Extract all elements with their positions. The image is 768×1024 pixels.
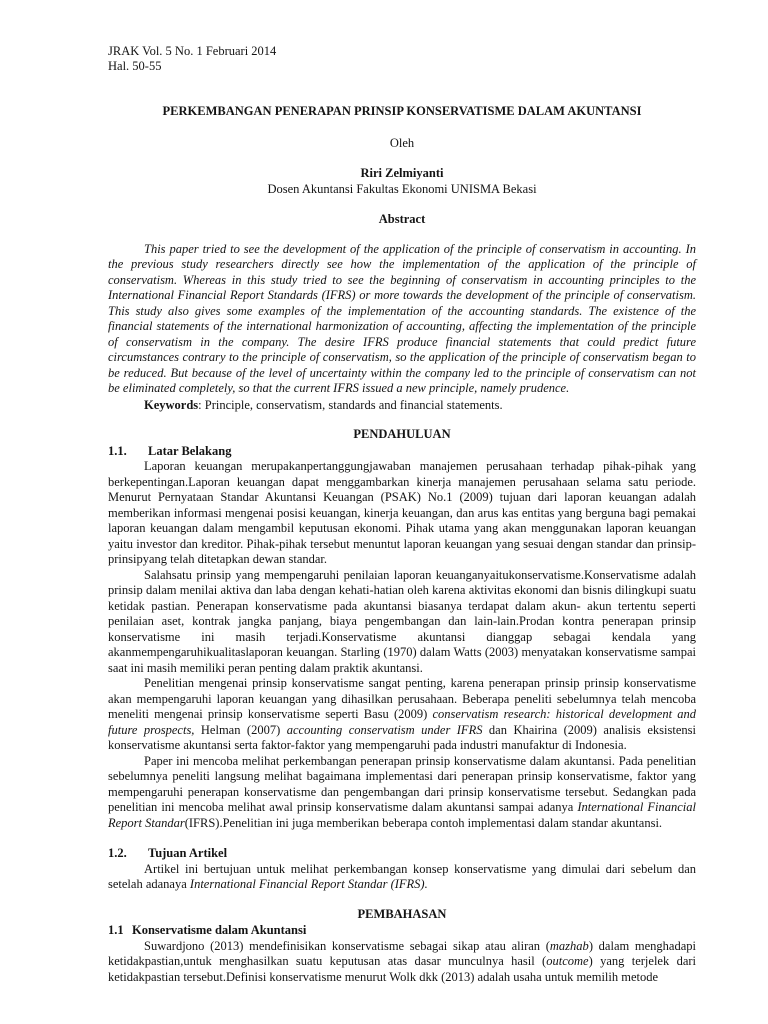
section-heading-pendahuluan: PENDAHULUAN bbox=[353, 427, 451, 441]
subsection-number: 1.1. bbox=[108, 443, 127, 458]
author-affiliation: Dosen Akuntansi Fakultas Ekonomi UNISMA Bekasi bbox=[267, 181, 537, 196]
subsection-title: Tujuan Artikel bbox=[148, 846, 228, 860]
text-run: ) dalam menghadapi ketidakpastian,untuk menghasilkan suatu keputusan atas dasar munculnya hasil ( bbox=[108, 938, 697, 968]
subsection-title: Latar Belakang bbox=[148, 443, 232, 458]
page-range: Hal. 50-55 bbox=[108, 59, 162, 73]
paragraph bbox=[108, 939, 696, 986]
subsection-number: 1.2. bbox=[108, 846, 127, 860]
paragraph bbox=[108, 754, 696, 832]
journal-header bbox=[108, 44, 276, 74]
italic-term: International Financial Report Standar (IFRS). bbox=[189, 877, 428, 891]
abstract-text: This paper tried to see the development of the application of the principle of conservatism in accounting. In the previous study researchers directly see how the implementation of the application of the principle of conservatism. Whereas in this study tried to see the beginning of conservatism in accounting principles to the International Financial Report Standards (IFRS) or more towards the development of the principle of conservatism. This study also gives some examples of the implementation of the accounting standards. The existence of the financial statements of the international harmonization of accounting, affecting the implementation of the principle of conservatism in the company. The desire IFRS produce financial statements that could predict future circumstances contrary to the principle of conservatism, so the application of the principle of conservatism began to be reduced. But because of the level of uncertainty within the company led to the principle of conservatism can not be eliminated completely, so that the current IFRS issued a new principle, namely prudence. bbox=[108, 241, 696, 395]
text-run: Paper ini mencoba melihat perkembangan penerapan prinsip konservatisme dalam akuntansi. Pada penelitian sebelumnya peneliti langsung melihat bagaimana implementasi dari penerapan prinsip konservatisme, faktor yang mempengaruhi penerapan konservatisme dan pengembangan dari prinsip konservatisme tersebut. Sedangkan pada penelitian ini mencoba melihat awal prinsip konservatisme dalam akuntansi sampai adanya bbox=[108, 753, 696, 814]
paragraph bbox=[108, 676, 696, 754]
journal-info: JRAK Vol. 5 No. 1 Februari 2014 bbox=[108, 44, 277, 58]
section-heading-pembahasan: PEMBAHASAN bbox=[357, 906, 447, 921]
paragraph: Salahsatu prinsip yang mempengaruhi penilaian laporan keuanganyaitukonservatisme.Konservatisme adalah prinsip dalam menilai aktiva dan laba dengan kehati-hatian oleh karena aktivitas ekonomi dan bisnis dilingkupi suatu ketidak pastian. Penerapan konservatisme pada akuntansi biasanya terdapat dalam akun- akun tertentu seperti penilaian aset, kontrak jangka panjang, biaya pengembangan dan lain-lain.Prodan kontra penerapan prinsip konservatisme ini masih terjadi.Konservatisme akuntansi dianggap sebagai kendala yang akanmempengaruhikualitaslaporan keuangan. Starling (1970) dalam Watts (2003) menyatakan konservatisme sampai saat ini masih memiliki peran penting dalam praktik akuntansi. bbox=[108, 567, 696, 675]
by-line: Oleh bbox=[389, 135, 415, 150]
keywords-label: Keywords bbox=[144, 397, 199, 412]
italic-title: conservatism research: historical development and future prospects, bbox=[108, 707, 696, 737]
paragraph bbox=[108, 862, 696, 893]
keywords-line bbox=[108, 398, 696, 414]
subsection-heading-tujuan-artikel bbox=[108, 846, 696, 862]
text-run: Penelitian mengenai prinsip konservatisme sangat penting, karena penerapan prinsip prinsip konservatisme akan mempengaruhi laporan keuangan yang dihasilkan perusahaan. Beberapa peneliti sebelumnya telah mencoba meneliti mengenai prinsip konservatisme seperti Basu (2009) bbox=[108, 676, 696, 721]
author-name: Riri Zelmiyanti bbox=[360, 166, 444, 180]
paragraph: Laporan keuangan merupakanpertanggungjawaban manajemen perusahaan terhadap pihak-pihak yang berkepentingan.Laporan keuangan dapat menggambarkan kinerja manajemen perusahaan selama satu periode. Menurut Pernyataan Standar Akuntansi Keuangan (PSAK) No.1 (2009) tujuan dari laporan keuangan adalah memberikan informasi mengenai posisi keuangan, kinerja keuangan, dan arus kas entitas yang berguna bagi pemakai laporan keuangan dalam mengambil keputusan ekonomi. Pihak utama yang akan menggunakan laporan keuangan yaitu investor dan kreditor. Pihak-pihak tersebut menuntut laporan keuangan yang sesuai dengan standar dan prinsip-prinsipyang telah ditetapkan dewan standar. bbox=[108, 459, 696, 566]
text-run: Helman (2007) bbox=[194, 722, 287, 737]
text-run: Suwardjono (2013) mendefinisikan konservatisme sebagai sikap atau aliran ( bbox=[144, 938, 550, 953]
abstract-heading: Abstract bbox=[378, 212, 426, 226]
subsection-title: Konservatisme dalam Akuntansi bbox=[132, 923, 307, 937]
italic-term: International Financial Report Standar bbox=[108, 800, 696, 830]
italic-term: mazhab bbox=[549, 938, 589, 953]
text-run: ) yang terjelek dari ketidakpastian tersebut.Definisi konservatisme menurut Wolk dkk (2013) adalah usaha untuk memilih metode bbox=[108, 954, 696, 984]
paper-title: PERKEMBANGAN PENERAPAN PRINSIP KONSERVATISME DALAM AKUNTANSI bbox=[162, 104, 642, 118]
text-run: (IFRS).Penelitian ini juga memberikan beberapa contoh implementasi dalam standar akuntansi. bbox=[184, 815, 663, 830]
subsection-heading-latar-belakang bbox=[108, 444, 696, 460]
text-run: Artikel ini bertujuan untuk melihat perkembangan konsep konservatisme yang dimulai dari sebelum dan setelah adanaya bbox=[108, 861, 696, 891]
keywords-list: : Principle, conservatism, standards and financial statements. bbox=[198, 397, 503, 412]
subsection-number: 1.1 bbox=[108, 923, 124, 937]
italic-term: outcome bbox=[546, 954, 589, 968]
italic-title: accounting conservatism under IFRS bbox=[286, 722, 483, 737]
subsection-heading-konservatisme bbox=[108, 923, 696, 939]
paper-body bbox=[108, 104, 696, 985]
text-run: dan Khairina (2009) analisis eksistensi konservatisme akuntansi serta faktor-faktor yang mempengaruhi pada industri manufaktur di Indonesia. bbox=[108, 722, 696, 752]
